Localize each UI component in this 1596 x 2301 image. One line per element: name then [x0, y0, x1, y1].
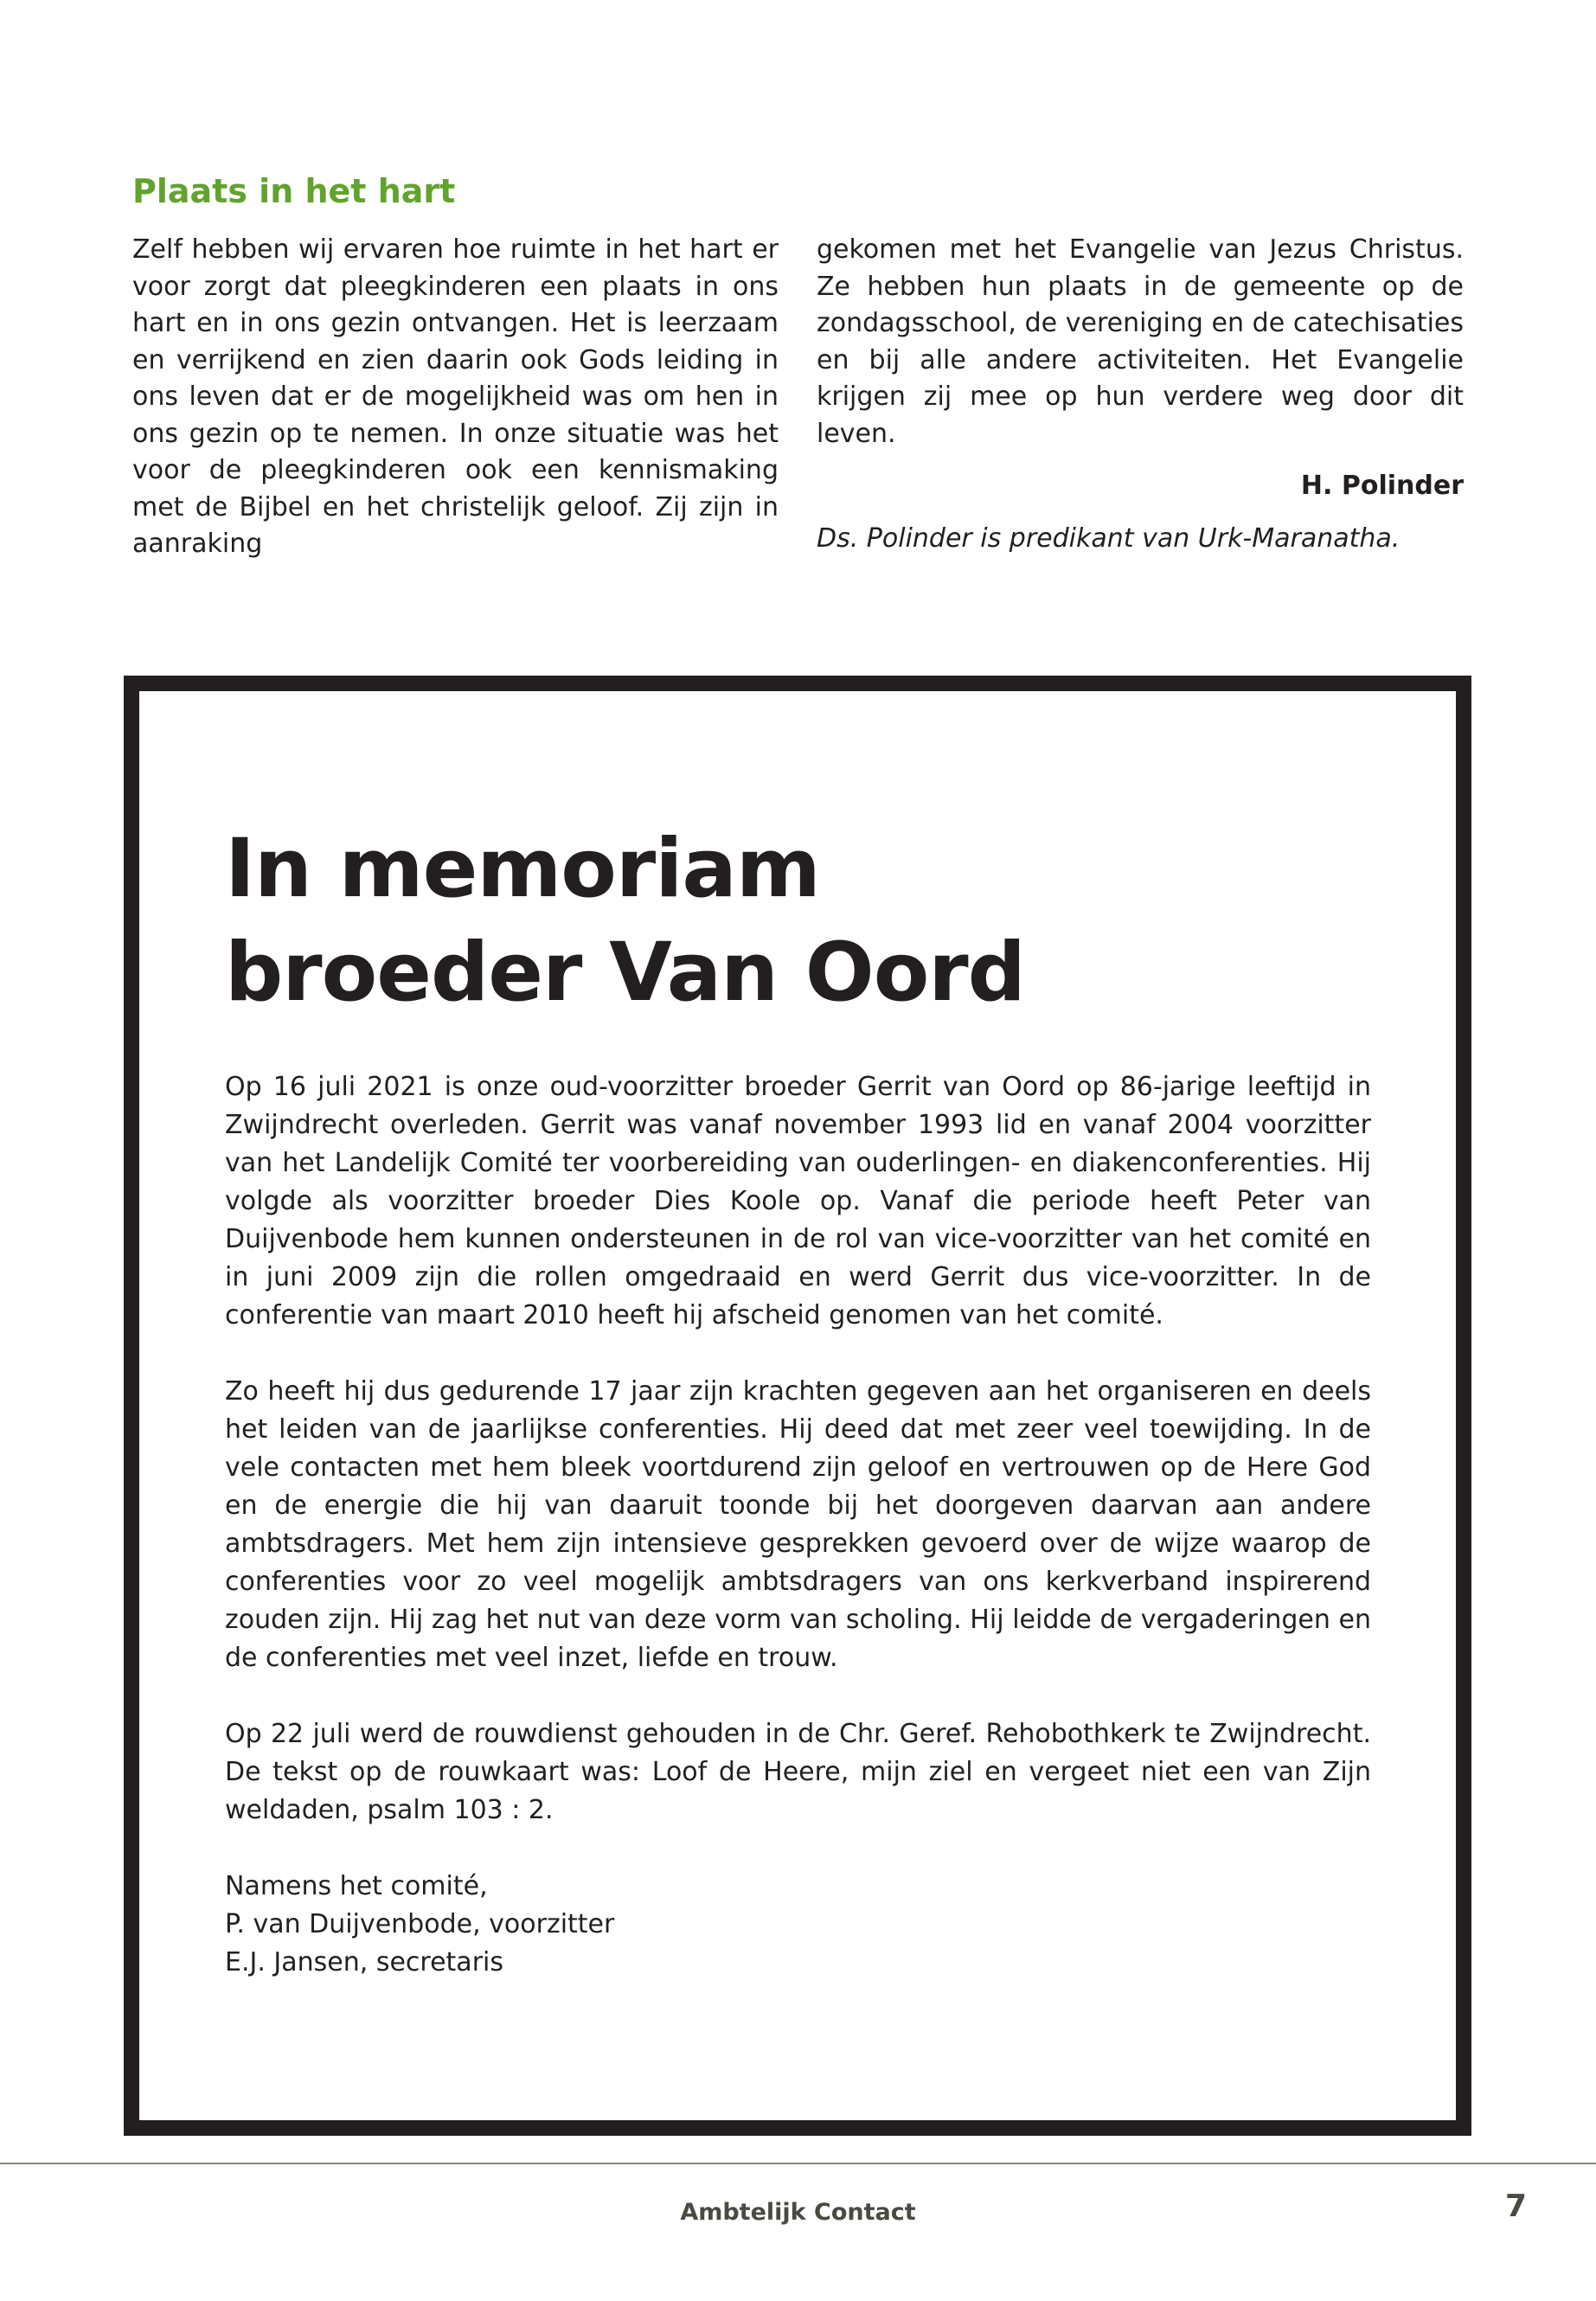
memorial-paragraph-3: Op 22 juli werd de rouwdienst gehouden in de Chr. Geref. Rehobothkerk te Zwijndrecht. De tekst op de rouwkaart was: Loof de Heere, mijn ziel en vergeet niet een van Zijn weldaden, psalm 103 : 2.	[225, 1719, 1371, 1825]
author-note: Ds. Polinder is predikant van Urk-Maranatha.	[817, 522, 1401, 554]
memorial-paragraph-1: Op 16 juli 2021 is onze oud-voorzitter broeder Gerrit van Oord op 86-jarige leeftijd in Zwijndrecht overleden. Gerrit was vanaf november 1993 lid en vanaf 2004 voorzitter van het Landelijk Comité ter voorbereiding van ouderlingen- en diakenconferenties. Hij volgde als voorzitter broeder Dies Koole op. Vanaf die periode heeft Peter van Duijvenbode hem kunnen ondersteunen in de rol van vice-voorzitter van het comité en in juni 2009 zijn die rollen omgedraaid en werd Gerrit dus vice-voorzitter. In de conferentie van maart 2010 heeft hij afscheid genomen van het comité.	[225, 1072, 1371, 1330]
closing-line-2: P. van Duijvenbode, voorzitter	[225, 1909, 615, 1939]
closing-line-3: E.J. Jansen, secretaris	[225, 1947, 503, 1977]
memorial-paragraph-2: Zo heeft hij dus gedurende 17 jaar zijn krachten gegeven aan het organiseren en deels het leiden van de jaarlijkse conferenties. Hij deed dat met zeer veel toewijding. In de vele contacten met hem bleek voortdurend zijn geloof en vertrouwen op de Here God en de energie die hij van daaruit toonde bij het doorgeven daarvan aan andere ambtsdragers. Met hem zijn intensieve gesprekken gevoerd over de wijze waarop de conferenties voor zo veel mogelijk ambtsdragers van ons kerkverband inspirerend zouden zijn. Hij zag het nut van deze vorm van scholing. Hij leidde de vergaderingen en de conferenties met veel inzet, liefde en trouw.	[225, 1376, 1371, 1673]
section-heading: Plaats in het hart	[132, 172, 456, 210]
article-right-column	[817, 232, 1464, 557]
article-paragraph-right: gekomen met het Evangelie van Jezus Christus. Ze hebben hun plaats in de gemeente op de zondagsschool, de vereniging en de catechisaties en bij alle andere activiteiten. Het Evangelie krijgen zij mee op hun verdere weg door dit leven.	[817, 234, 1464, 449]
footer-divider	[0, 2163, 1596, 2164]
closing-line-1: Namens het comité,	[225, 1871, 488, 1901]
memorial-closing	[225, 1868, 1371, 1982]
article-signature: H. Polinder	[1300, 471, 1464, 501]
page-number: 7	[1504, 2189, 1527, 2224]
footer-publication-title: Ambtelijk Contact	[680, 2199, 916, 2226]
memorial-body	[225, 1068, 1371, 1982]
article-left-column	[132, 232, 779, 563]
memorial-title-line-2: broeder Van Oord	[225, 926, 1025, 1020]
memorial-title	[225, 817, 1025, 1025]
article-paragraph-left: Zelf hebben wij ervaren hoe ruimte in het hart er voor zorgt dat pleegkinderen een plaats in ons hart en in ons gezin ontvangen. Het is leerzaam en verrijkend en zien daarin ook Gods leiding in ons leven dat er de mogelijkheid was om hen in ons gezin op te nemen. In onze situatie was het voor de pleegkinderen ook een kennismaking met de Bijbel en het christelijk geloof. Zij zijn in aanraking	[132, 234, 779, 559]
memorial-title-line-1: In memoriam	[225, 822, 820, 916]
